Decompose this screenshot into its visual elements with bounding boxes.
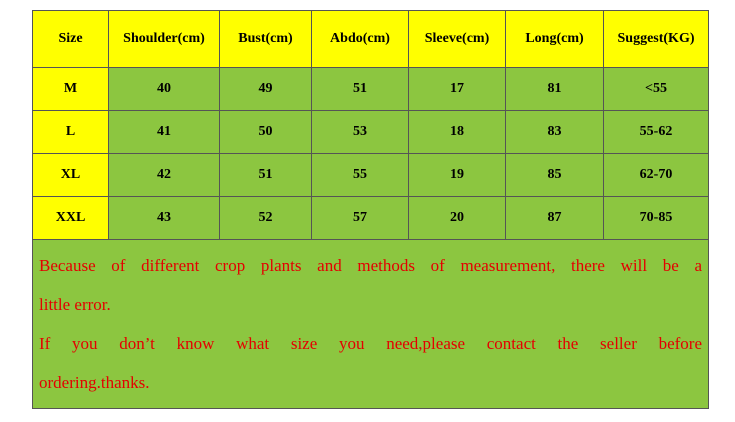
bust-cell: 49: [220, 68, 312, 111]
table-row: [33, 154, 709, 197]
size-cell: L: [33, 111, 109, 154]
size-chart-table: [32, 10, 709, 409]
header-size: Size: [33, 11, 109, 68]
sleeve-cell: 20: [409, 197, 506, 240]
abdo-cell: 51: [312, 68, 409, 111]
note-row: [33, 240, 709, 409]
bust-cell: 52: [220, 197, 312, 240]
note-line-3: If you don’t know what size you need,please contact the seller before: [39, 334, 702, 353]
header-suggest: Suggest(KG): [604, 11, 709, 68]
size-cell: XL: [33, 154, 109, 197]
abdo-cell: 57: [312, 197, 409, 240]
measurement-note: [33, 240, 709, 409]
size-cell: M: [33, 68, 109, 111]
note-line-2: little error.: [39, 295, 111, 314]
shoulder-cell: 43: [109, 197, 220, 240]
header-sleeve: Sleeve(cm): [409, 11, 506, 68]
abdo-cell: 55: [312, 154, 409, 197]
sleeve-cell: 18: [409, 111, 506, 154]
header-row: [33, 11, 709, 68]
note-line-1: Because of different crop plants and methods of measurement, there will be a: [39, 256, 702, 275]
header-abdo: Abdo(cm): [312, 11, 409, 68]
shoulder-cell: 41: [109, 111, 220, 154]
sleeve-cell: 17: [409, 68, 506, 111]
suggest-cell: 70-85: [604, 197, 709, 240]
bust-cell: 51: [220, 154, 312, 197]
table-row: [33, 68, 709, 111]
long-cell: 83: [506, 111, 604, 154]
suggest-cell: <55: [604, 68, 709, 111]
shoulder-cell: 42: [109, 154, 220, 197]
header-long: Long(cm): [506, 11, 604, 68]
bust-cell: 50: [220, 111, 312, 154]
sleeve-cell: 19: [409, 154, 506, 197]
shoulder-cell: 40: [109, 68, 220, 111]
table-row: [33, 111, 709, 154]
table-row: [33, 197, 709, 240]
suggest-cell: 55-62: [604, 111, 709, 154]
suggest-cell: 62-70: [604, 154, 709, 197]
abdo-cell: 53: [312, 111, 409, 154]
header-bust: Bust(cm): [220, 11, 312, 68]
long-cell: 81: [506, 68, 604, 111]
size-cell: XXL: [33, 197, 109, 240]
note-line-4: ordering.thanks.: [39, 373, 150, 392]
long-cell: 87: [506, 197, 604, 240]
long-cell: 85: [506, 154, 604, 197]
header-shoulder: Shoulder(cm): [109, 11, 220, 68]
